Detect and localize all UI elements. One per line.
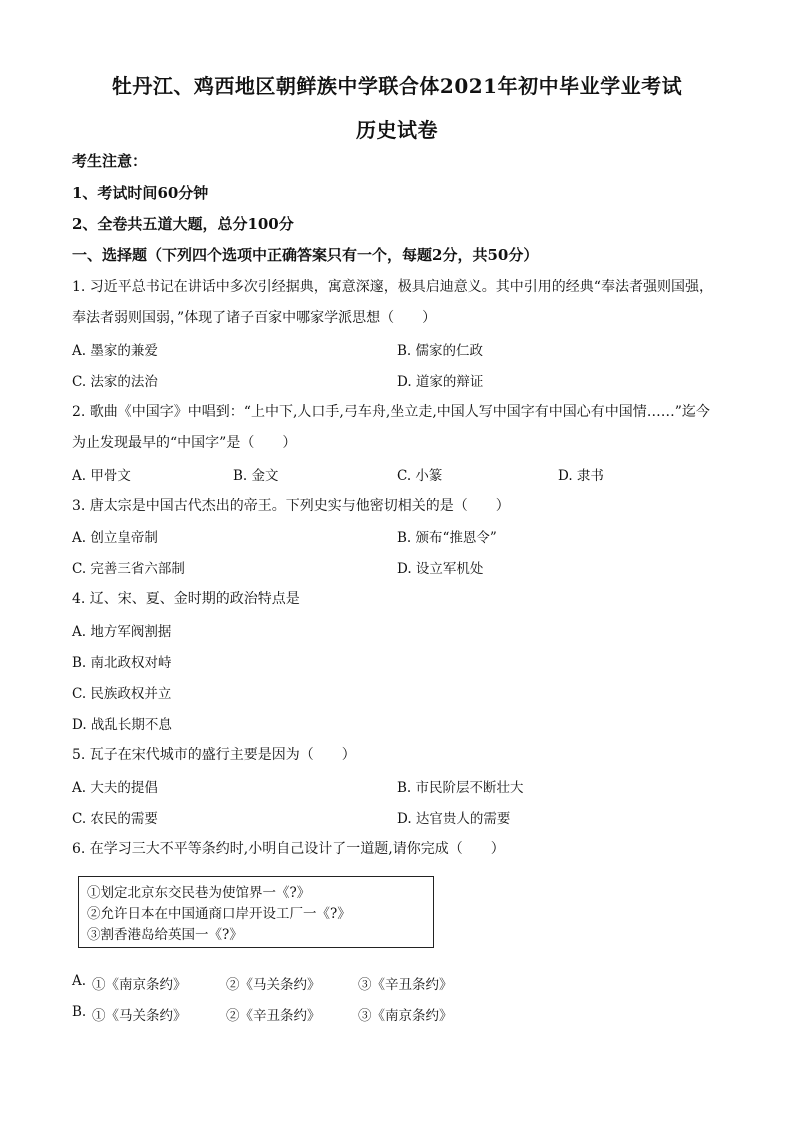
- material-line: ②允许日本在中国通商口岸开设工厂一《?》: [87, 906, 351, 922]
- question-2-stem: 2. 歌曲《中国字》中唱到：“上中下,人口手,弓车舟,坐立走,中国人写中国字有中国心有中国情……”迄今: [72, 404, 710, 420]
- material-line: ③割香港岛给英国一《?》: [87, 927, 243, 943]
- question-3-option-a[interactable]: A. 创立皇帝制: [72, 530, 158, 546]
- notice-heading: 考生注意：: [72, 152, 148, 170]
- question-3-option-b[interactable]: B. 颁布“推恩令”: [397, 530, 497, 546]
- material-line: ①划定北京东交民巷为使馆界一《?》: [87, 885, 311, 901]
- exam-title: 牡丹江、鸡西地区朝鲜族中学联合体2021年初中毕业学业考试: [111, 74, 683, 98]
- question-4-option-d[interactable]: D. 战乱长期不息: [72, 717, 172, 733]
- question-5-option-d[interactable]: D. 达官贵人的需要: [397, 811, 511, 827]
- question-6-option-b-part[interactable]: ①《马关条约》: [92, 1008, 187, 1024]
- question-1-option-c[interactable]: C. 法家的法治: [72, 374, 158, 390]
- question-1-option-a[interactable]: A. 墨家的兼爱: [72, 343, 158, 359]
- question-2-option-b[interactable]: B. 金文: [233, 468, 279, 484]
- question-6-option-a-letter[interactable]: A.: [72, 973, 87, 989]
- question-6-option-b-part[interactable]: ③《南京条约》: [358, 1008, 453, 1024]
- question-6-option-a-part[interactable]: ①《南京条约》: [92, 977, 187, 993]
- section-heading: 一、选择题（下列四个选项中正确答案只有一个，每题2分，共50分）: [72, 246, 539, 264]
- question-1-option-b[interactable]: B. 儒家的仁政: [397, 343, 484, 359]
- question-2-option-c[interactable]: C. 小篆: [397, 468, 443, 484]
- question-5-option-c[interactable]: C. 农民的需要: [72, 811, 158, 827]
- question-6-material-box: [78, 876, 434, 948]
- notice-item: 2、全卷共五道大题，总分100分: [72, 215, 294, 233]
- question-2-option-d[interactable]: D. 隶书: [558, 468, 604, 484]
- question-4-stem: 4. 辽、宋、夏、金时期的政治特点是: [72, 591, 300, 607]
- question-3-option-d[interactable]: D. 设立军机处: [397, 561, 484, 577]
- question-1-stem: 奉法者弱则国弱，”体现了诸子百家中哪家学派思想（ ）: [72, 310, 437, 326]
- question-6-stem: 6. 在学习三大不平等条约时,小明自己设计了一道题,请你完成（ ）: [72, 841, 505, 857]
- question-2-option-a[interactable]: A. 甲骨文: [72, 468, 131, 484]
- question-4-option-a[interactable]: A. 地方军阀割据: [72, 624, 172, 640]
- question-6-option-b-part[interactable]: ②《辛丑条约》: [226, 1008, 321, 1024]
- question-5-option-b[interactable]: B. 市民阶层不断壮大: [397, 780, 524, 796]
- question-1-stem: 1. 习近平总书记在讲话中多次引经据典，寓意深邃，极具启迪意义。其中引用的经典“奉法者强则国强，: [72, 279, 713, 295]
- question-4-option-b[interactable]: B. 南北政权对峙: [72, 655, 172, 671]
- notice-item: 1、考试时间60分钟: [72, 184, 209, 202]
- question-4-option-c[interactable]: C. 民族政权并立: [72, 686, 172, 702]
- question-3-option-c[interactable]: C. 完善三省六部制: [72, 561, 185, 577]
- exam-subtitle: 历史试卷: [356, 118, 438, 142]
- question-5-stem: 5. 瓦子在宋代城市的盛行主要是因为（ ）: [72, 747, 356, 763]
- question-6-option-a-part[interactable]: ②《马关条约》: [226, 977, 321, 993]
- question-6-option-a-part[interactable]: ③《辛丑条约》: [358, 977, 453, 993]
- question-1-option-d[interactable]: D. 道家的辩证: [397, 374, 484, 390]
- question-5-option-a[interactable]: A. 大夫的提倡: [72, 780, 158, 796]
- question-2-stem: 为止发现最早的“中国字”是（ ）: [72, 435, 297, 451]
- question-6-option-b-letter[interactable]: B.: [72, 1004, 87, 1020]
- question-3-stem: 3. 唐太宗是中国古代杰出的帝王。下列史实与他密切相关的是（ ）: [72, 498, 510, 514]
